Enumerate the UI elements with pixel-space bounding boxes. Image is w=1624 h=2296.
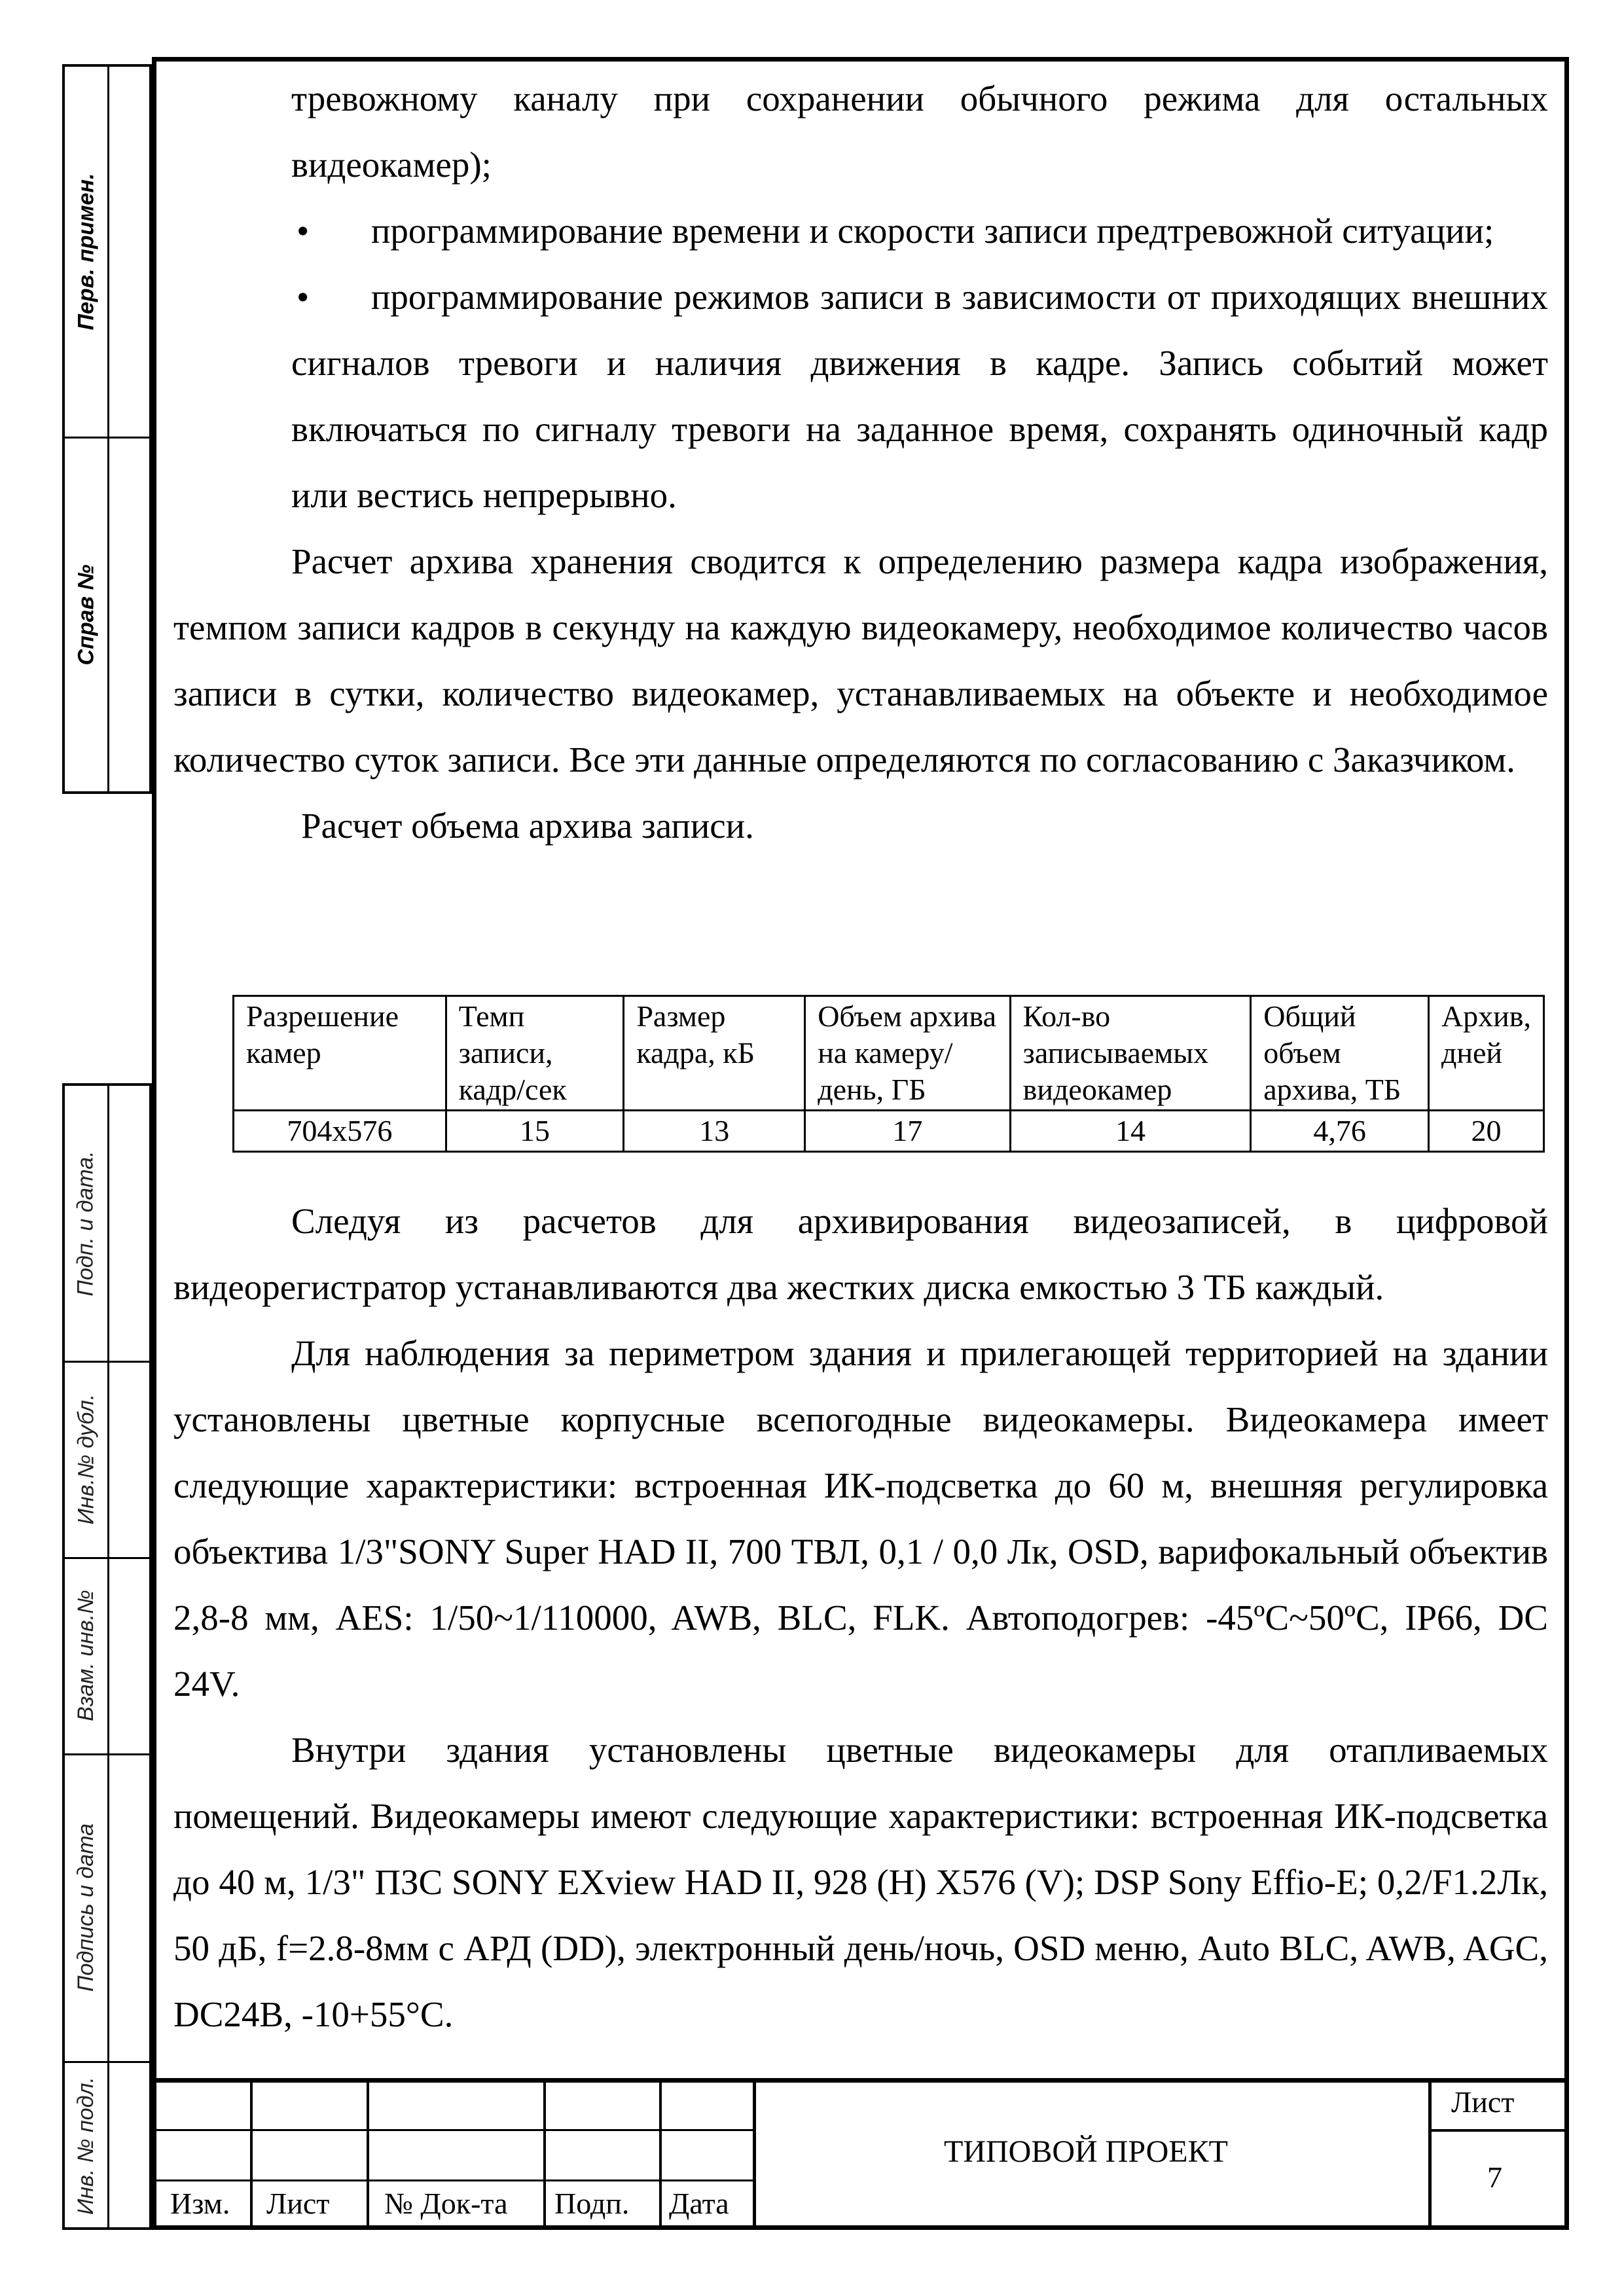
table-cell: 14	[1010, 1111, 1251, 1152]
stamp-dok-label: № Док-та	[384, 2187, 508, 2220]
bullet-item	[173, 264, 1548, 528]
side-label-sprav: Справ №	[73, 564, 99, 666]
table-cell: 13	[624, 1111, 805, 1152]
stamp-list-label: Лист	[266, 2187, 330, 2220]
table-header-cell: Объем архива на камеру/день, ГБ	[805, 996, 1010, 1111]
stamp-sheet-number: 7	[1487, 2161, 1502, 2194]
title-block	[152, 2078, 1569, 2230]
bullet-item	[173, 198, 1548, 264]
table-cell: 704x576	[234, 1111, 446, 1152]
paragraph: Следуя из расчетов для архивирования видеозаписей, в цифровой видеорегистратор устанавливаются два жестких диска емкостью 3 ТБ каждый.	[173, 1201, 1548, 1307]
paragraph: Для наблюдения за периметром здания и прилегающей территорией на здании установлены цветные корпусные всепогодные видеокамеры. Видеокамера имеет следующие характеристики: встроенная ИК-подсветка до 60 м, внешняя регулировка объектива 1/3"SONY Super HAD II, 700 ТВЛ, 0,1 / 0,0 Лк, OSD, варифокальный объектив 2,8-8 мм, AES: 1/50~1/110000, AWB, BLC, FLK. Автоподогрев: -45ºC~50ºC, IP66, DC 24V.	[173, 1333, 1548, 1704]
table-cell: 4,76	[1251, 1111, 1429, 1152]
stamp-sheet-label: Лист	[1451, 2085, 1515, 2119]
table-header-cell: Разрешение камер	[234, 996, 446, 1111]
stamp-data-label: Дата	[669, 2187, 729, 2220]
table-cell: 15	[446, 1111, 624, 1152]
table-row	[234, 1111, 1544, 1152]
side-label-podpis-data: Подпись и дата	[73, 1823, 99, 1992]
bullet-text: программирование режимов записи в зависимости от приходящих внешних сигналов тревоги и наличия движения в кадре. Запись событий может включаться по сигналу тревоги на заданное время, сохранять одиночный кадр или вестись непрерывно.	[291, 277, 1548, 515]
side-label-podp-data: Подп. и дата.	[73, 1150, 99, 1297]
bullet-text: программирование времени и скорости записи предтревожной ситуации;	[371, 211, 1494, 251]
stamp-podp-label: Подп.	[554, 2187, 630, 2220]
table-header-row	[234, 996, 1544, 1111]
stamp-izm-label: Изм.	[170, 2187, 230, 2220]
table-header-cell: Размер кадра, кБ	[624, 996, 805, 1111]
paragraph: Расчет архива хранения сводится к определению размера кадра изображения, темпом записи кадров в секунду на каждую видеокамеру, необходимое количество часов записи в сутки, количество видеокамер, устанавливаемых на объекте и необходимое количество суток записи. Все эти данные определяются по согласованию с Заказчиком.	[173, 541, 1548, 780]
side-label-vzam-inv: Взам. инв.№	[73, 1589, 99, 1721]
stamp-title: ТИПОВОЙ ПРОЕКТ	[944, 2134, 1228, 2169]
archive-table	[232, 995, 1545, 1153]
side-column-bottom	[62, 1083, 152, 2230]
table-header-cell: Темп записи, кадр/сек	[446, 996, 624, 1111]
side-label-inv-dubl: Инв.№ дубл.	[73, 1393, 98, 1524]
table-header-cell: Общий объем архива, ТБ	[1251, 996, 1429, 1111]
bullet-icon: •	[297, 211, 310, 251]
bullet-icon: •	[297, 277, 310, 317]
paragraph: Внутри здания установлены цветные видеокамеры для отапливаемых помещений. Видеокамеры имеют следующие характеристики: встроенная ИК-подсветка до 40 м, 1/3" ПЗС SONY EXview HAD II, 928 (H) X576 (V); DSP Sony Effio-E; 0,2/F1.2Лк, 50 дБ, f=2.8-8мм с АРД (DD), электронный день/ночь, OSD меню, Auto BLC, AWB, AGC, DC24В, -10+55°С.	[173, 1730, 1548, 2034]
table-header-cell: Архив, дней	[1428, 996, 1543, 1111]
body-text-bottom	[173, 1188, 1548, 2047]
side-label-inv-podl: Инв. № подл.	[73, 2076, 99, 2215]
side-label-perv-primen: Перв. примен.	[73, 173, 99, 331]
side-column-top	[62, 64, 152, 794]
body-text-top	[173, 65, 1548, 859]
continuation-paragraph: тревожному каналу при сохранении обычного режима для остальных видеокамер);	[291, 79, 1548, 185]
table-cell: 20	[1428, 1111, 1543, 1152]
table-caption: Расчет объема архива записи.	[301, 806, 754, 846]
table-header-cell: Кол-во записываемых видеокамер	[1010, 996, 1251, 1111]
table-cell: 17	[805, 1111, 1010, 1152]
